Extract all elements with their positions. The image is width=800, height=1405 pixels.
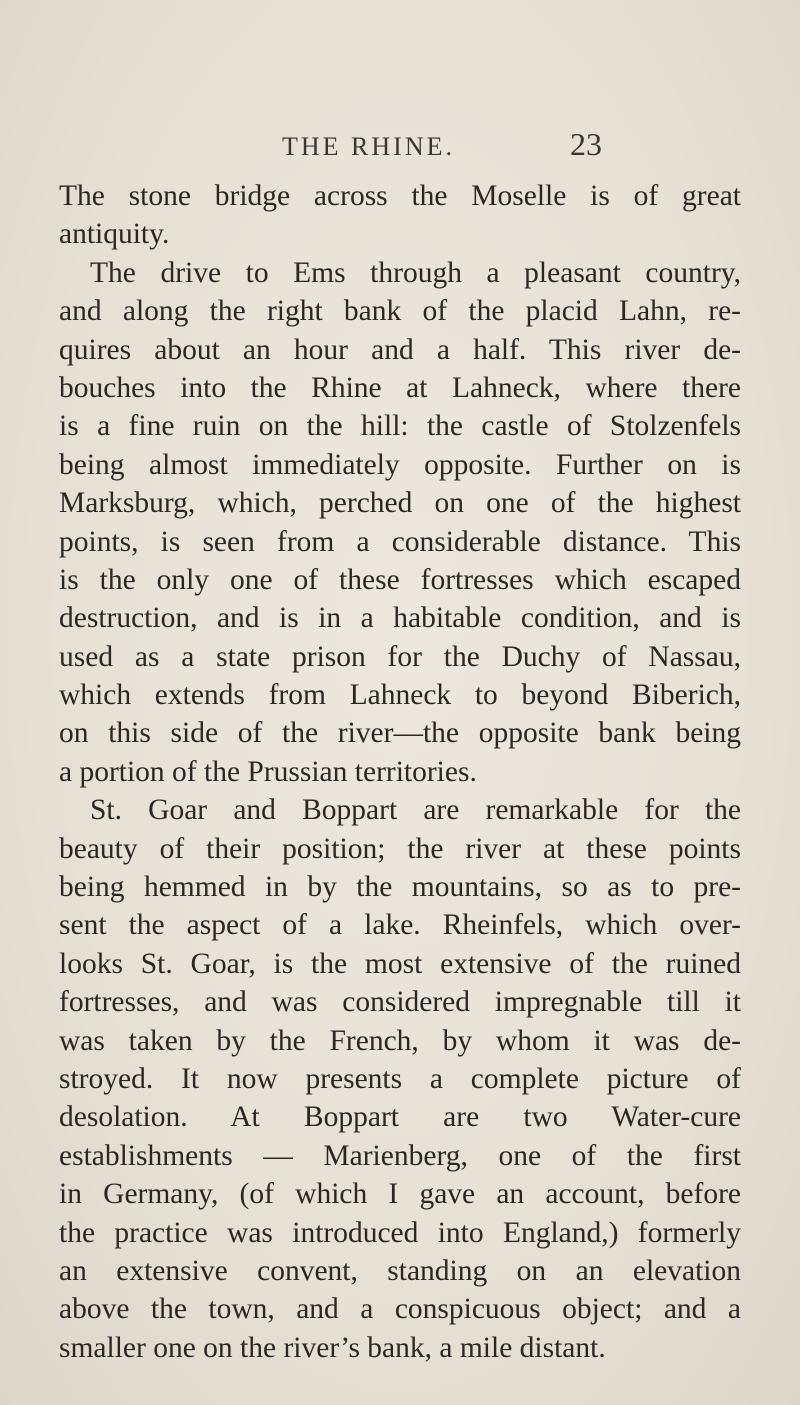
- text-line: stroyed. It now presents a complete picture of: [59, 1062, 741, 1095]
- text-line: antiquity.: [59, 218, 170, 251]
- text-line: in Germany, (of which I gave an account, before: [59, 1178, 741, 1211]
- text-line: St. Goar and Boppart are remarkable for the: [90, 794, 741, 827]
- text-line: which extends from Lahneck to beyond Biberich,: [59, 679, 741, 712]
- text-line: establishments — Marienberg, one of the first: [59, 1139, 741, 1172]
- text-line: points, is seen from a considerable distance. This: [59, 525, 741, 558]
- page-number: 23: [570, 126, 602, 162]
- text-line: an extensive convent, standing on an elevation: [59, 1254, 741, 1287]
- text-line: The drive to Ems through a pleasant country,: [90, 256, 741, 289]
- body-text: [59, 177, 741, 1367]
- text-line: being almost immediately opposite. Further on is: [59, 448, 741, 481]
- text-line: The stone bridge across the Moselle is of great: [59, 180, 741, 212]
- text-line: destruction, and is in a habitable condition, and is: [59, 602, 741, 635]
- text-line: on this side of the river—the opposite bank being: [59, 717, 741, 750]
- text-line: quires about an hour and a half. This river de-: [59, 333, 741, 366]
- text-line: above the town, and a conspicuous object; and a: [59, 1293, 741, 1326]
- text-line: a portion of the Prussian territories.: [59, 755, 477, 788]
- text-line: looks St. Goar, is the most extensive of the ruined: [59, 947, 741, 980]
- text-line: beauty of their position; the river at these points: [59, 832, 741, 865]
- text-line: was taken by the French, by whom it was de-: [59, 1024, 741, 1057]
- text-line: used as a state prison for the Duchy of Nassau,: [59, 640, 741, 673]
- text-line: Marksburg, which, perched on one of the highest: [59, 487, 741, 520]
- text-line: and along the right bank of the placid Lahn, re-: [59, 295, 741, 328]
- running-title: THE RHINE.: [282, 132, 455, 161]
- text-line: desolation. At Boppart are two Water-cure: [59, 1101, 741, 1134]
- text-line: fortresses, and was considered impregnable till it: [59, 986, 741, 1019]
- text-line: smaller one on the river’s bank, a mile distant.: [59, 1331, 606, 1364]
- text-line: the practice was introduced into England,) formerly: [59, 1216, 741, 1249]
- text-line: is a fine ruin on the hill: the castle of Stolzenfels: [59, 410, 741, 443]
- text-line: sent the aspect of a lake. Rheinfels, which over-: [59, 909, 741, 942]
- text-line: being hemmed in by the mountains, so as to pre-: [59, 871, 741, 904]
- text-line: is the only one of these fortresses which escaped: [59, 563, 741, 596]
- running-head: [0, 126, 800, 168]
- text-line: bouches into the Rhine at Lahneck, where there: [59, 371, 741, 404]
